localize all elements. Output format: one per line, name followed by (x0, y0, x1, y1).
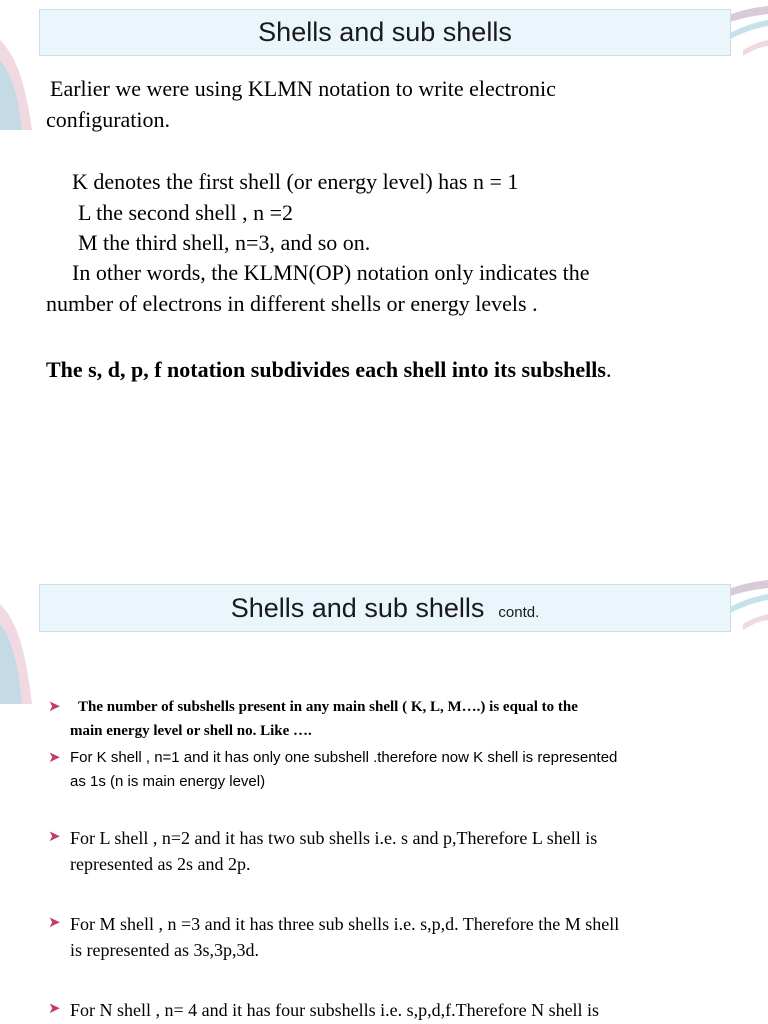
bullet-text (70, 825, 597, 877)
slide-title-text: Shells and sub shells (258, 17, 512, 47)
bullet-item (48, 825, 748, 877)
text-line: K denotes the first shell (or energy level) has n = 1 (72, 169, 519, 194)
bullet-line: For L shell , n=2 and it has two sub shells i.e. s and p,Therefore L shell is (70, 828, 598, 848)
arrow-bullet-icon: ➤ (48, 1001, 61, 1017)
bullet-line: The number of subshells present in any main shell ( K, L, M….) is equal to the (78, 699, 578, 715)
bullet-line: For K shell , n=1 and it has only one subshell .therefore now K shell is represented (70, 749, 618, 766)
bullet-text (70, 695, 578, 743)
text-line: M the third shell, n=3, and so on. (78, 230, 371, 255)
bullet-item (48, 997, 748, 1023)
arrow-bullet-icon: ➤ (48, 829, 61, 845)
bold-statement (46, 354, 611, 385)
bullet-text (70, 746, 617, 794)
text-line: number of electrons in different shells or energy levels . (46, 291, 538, 316)
slide-title (39, 584, 731, 632)
bullet-text (70, 911, 619, 963)
bullet-line: represented as 2s and 2p. (70, 854, 251, 874)
slide-gap (0, 556, 768, 574)
bullet-item (48, 695, 748, 743)
slide-2 (0, 574, 768, 1024)
arrow-bullet-icon: ➤ (48, 915, 61, 931)
bold-statement-period: . (605, 357, 612, 382)
bold-statement-text: The s, d, p, f notation subdivides each shell into its subshells (46, 357, 606, 382)
slide-title (39, 9, 731, 56)
text-line: L the second shell , n =2 (78, 200, 294, 225)
bullet-line: as 1s (n is main energy level) (70, 773, 266, 790)
bullet-line: For M shell , n =3 and it has three sub shells i.e. s,p,d. Therefore the M shell (70, 914, 620, 934)
bullet-line: main energy level or shell no. Like …. (70, 723, 312, 739)
slide-title-suffix: contd. (498, 603, 540, 621)
bullet-line: For N shell , n= 4 and it has four subshells i.e. s,p,d,f.Therefore N shell is (70, 1000, 600, 1020)
arrow-bullet-icon: ➤ (48, 699, 61, 715)
text-line: In other words, the KLMN(OP) notation only indicates the (72, 260, 590, 285)
bullet-item (48, 911, 748, 963)
bullet-item (48, 746, 748, 794)
slide-title-text: Shells and sub shells (230, 592, 485, 623)
text-line: configuration. (46, 107, 171, 132)
bullet-line: is represented as 3s,3p,3d. (70, 940, 259, 960)
text-line: Earlier we were using KLMN notation to write electronic (50, 76, 556, 101)
arrow-bullet-icon: ➤ (48, 750, 61, 766)
bullet-text (70, 997, 599, 1023)
